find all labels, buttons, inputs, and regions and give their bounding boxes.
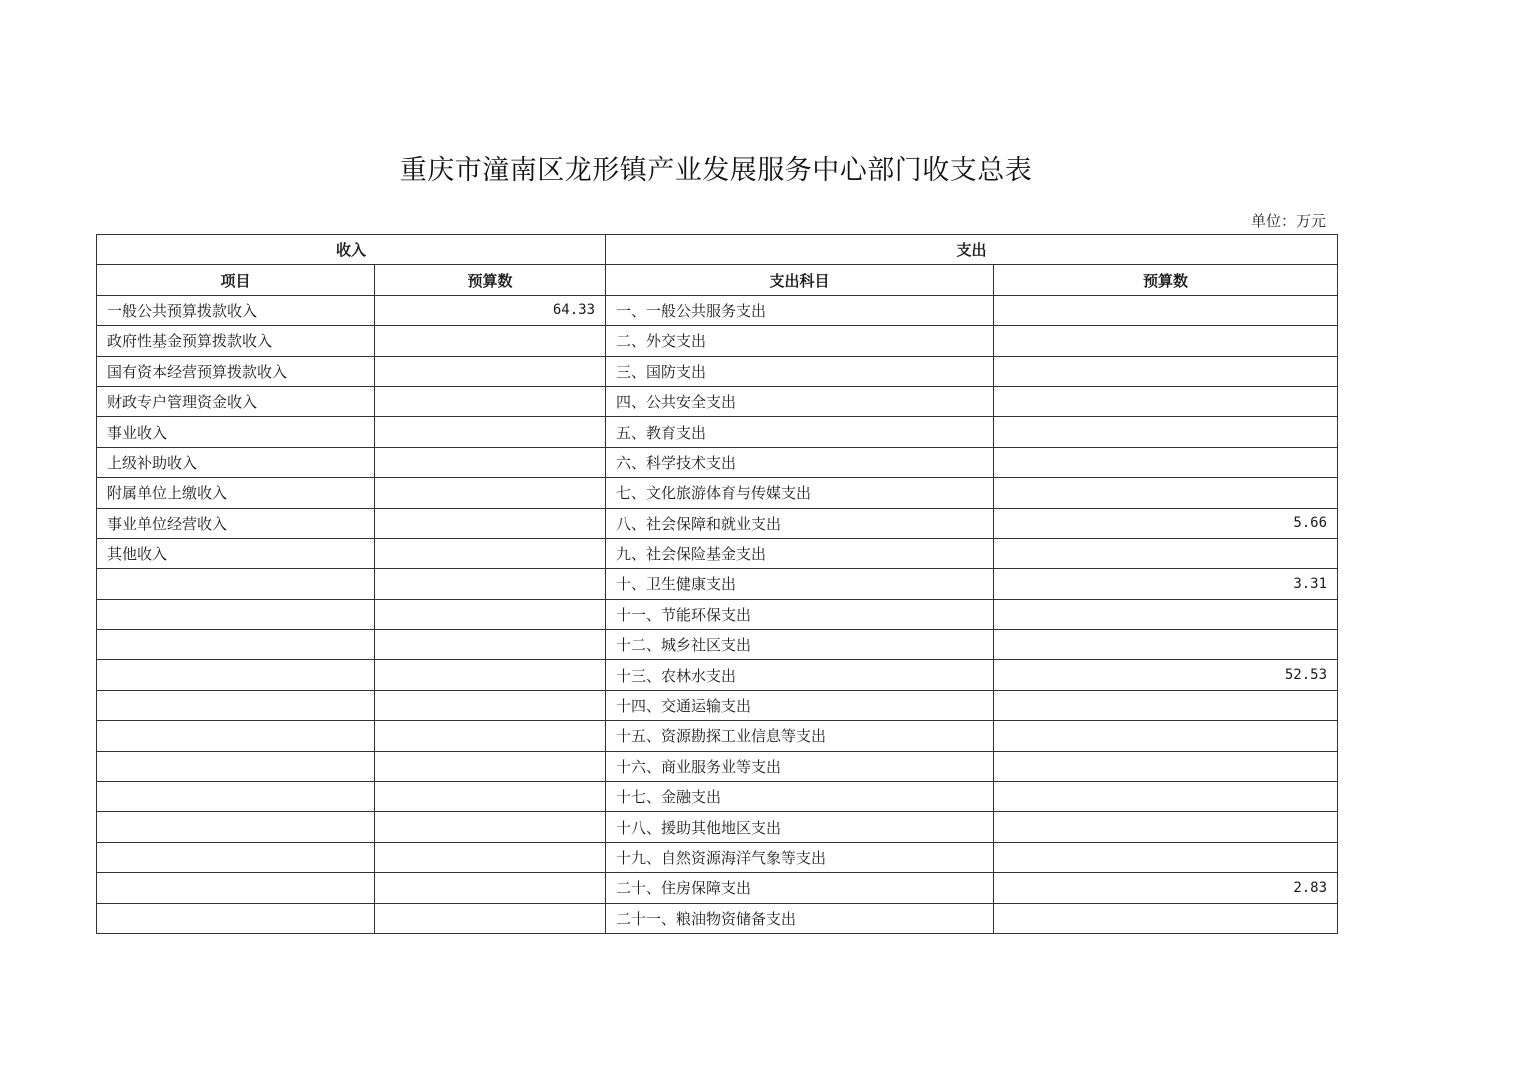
- expense-budget-cell: [994, 326, 1338, 356]
- income-budget-cell: [375, 630, 606, 660]
- expense-budget-cell: [994, 417, 1338, 447]
- table-row: [97, 599, 1338, 629]
- income-budget-cell: [375, 508, 606, 538]
- expense-budget-cell: [994, 842, 1338, 872]
- expense-budget-cell: [994, 386, 1338, 416]
- expense-budget-cell: 3.31: [994, 569, 1338, 599]
- table-row: [97, 660, 1338, 690]
- expense-budget-header: 预算数: [994, 265, 1338, 295]
- income-item-header: 项目: [97, 265, 375, 295]
- table-row: [97, 751, 1338, 781]
- expense-budget-cell: [994, 447, 1338, 477]
- income-item-cell: [97, 751, 375, 781]
- table-body: [97, 295, 1338, 933]
- table-row: [97, 690, 1338, 720]
- income-item-cell: [97, 569, 375, 599]
- income-budget-cell: 64.33: [375, 295, 606, 325]
- expense-item-cell: 十三、农林水支出: [606, 660, 994, 690]
- income-item-cell: 其他收入: [97, 538, 375, 568]
- table-row: [97, 295, 1338, 325]
- income-item-cell: [97, 842, 375, 872]
- income-budget-cell: [375, 569, 606, 599]
- table-row: [97, 842, 1338, 872]
- unit-label: 单位：万元: [1250, 212, 1326, 230]
- expense-budget-cell: [994, 538, 1338, 568]
- income-budget-cell: [375, 812, 606, 842]
- expense-budget-cell: [994, 690, 1338, 720]
- expense-item-cell: 二、外交支出: [606, 326, 994, 356]
- expense-item-cell: 二十、住房保障支出: [606, 873, 994, 903]
- expense-budget-cell: [994, 295, 1338, 325]
- income-budget-cell: [375, 599, 606, 629]
- income-budget-cell: [375, 903, 606, 933]
- income-budget-cell: [375, 538, 606, 568]
- expense-item-cell: 十五、资源勘探工业信息等支出: [606, 721, 994, 751]
- expense-item-cell: 二十一、粮油物资储备支出: [606, 903, 994, 933]
- expense-item-cell: 十七、金融支出: [606, 782, 994, 812]
- table-row: [97, 447, 1338, 477]
- expense-budget-cell: [994, 356, 1338, 386]
- income-item-cell: 财政专户管理资金收入: [97, 386, 375, 416]
- income-item-cell: [97, 903, 375, 933]
- income-item-cell: 国有资本经营预算拨款收入: [97, 356, 375, 386]
- income-group-header: 收入: [97, 235, 606, 265]
- expense-item-cell: 十六、商业服务业等支出: [606, 751, 994, 781]
- expense-budget-cell: [994, 599, 1338, 629]
- income-budget-cell: [375, 326, 606, 356]
- expense-budget-cell: [994, 751, 1338, 781]
- income-budget-header: 预算数: [375, 265, 606, 295]
- expense-budget-cell: 2.83: [994, 873, 1338, 903]
- income-budget-cell: [375, 478, 606, 508]
- expense-item-cell: 十八、援助其他地区支出: [606, 812, 994, 842]
- income-item-cell: 一般公共预算拨款收入: [97, 295, 375, 325]
- expense-budget-cell: [994, 630, 1338, 660]
- table-row: [97, 386, 1338, 416]
- expense-item-cell: 五、教育支出: [606, 417, 994, 447]
- income-budget-cell: [375, 660, 606, 690]
- table-row: [97, 873, 1338, 903]
- table-row: [97, 538, 1338, 568]
- income-item-cell: [97, 660, 375, 690]
- expense-item-header: 支出科目: [606, 265, 994, 295]
- income-item-cell: [97, 721, 375, 751]
- income-budget-cell: [375, 873, 606, 903]
- expense-item-cell: 八、社会保障和就业支出: [606, 508, 994, 538]
- group-header-row: [97, 235, 1338, 265]
- income-item-cell: [97, 812, 375, 842]
- income-item-cell: 事业单位经营收入: [97, 508, 375, 538]
- expense-item-cell: 十二、城乡社区支出: [606, 630, 994, 660]
- expense-item-cell: 十四、交通运输支出: [606, 690, 994, 720]
- expense-budget-cell: 52.53: [994, 660, 1338, 690]
- table-row: [97, 569, 1338, 599]
- income-budget-cell: [375, 417, 606, 447]
- table-row: [97, 326, 1338, 356]
- income-item-cell: 事业收入: [97, 417, 375, 447]
- expense-item-cell: 九、社会保险基金支出: [606, 538, 994, 568]
- income-item-cell: 上级补助收入: [97, 447, 375, 477]
- table-row: [97, 630, 1338, 660]
- expense-item-cell: 十一、节能环保支出: [606, 599, 994, 629]
- income-budget-cell: [375, 842, 606, 872]
- income-item-cell: [97, 873, 375, 903]
- expense-budget-cell: 5.66: [994, 508, 1338, 538]
- table-row: [97, 782, 1338, 812]
- expense-item-cell: 十九、自然资源海洋气象等支出: [606, 842, 994, 872]
- table-row: [97, 356, 1338, 386]
- expense-item-cell: 一、一般公共服务支出: [606, 295, 994, 325]
- income-item-cell: [97, 782, 375, 812]
- expense-item-cell: 七、文化旅游体育与传媒支出: [606, 478, 994, 508]
- income-item-cell: [97, 599, 375, 629]
- expense-group-header: 支出: [606, 235, 1338, 265]
- income-budget-cell: [375, 447, 606, 477]
- expense-budget-cell: [994, 812, 1338, 842]
- budget-summary-table: [96, 234, 1338, 934]
- income-budget-cell: [375, 690, 606, 720]
- expense-item-cell: 六、科学技术支出: [606, 447, 994, 477]
- table-row: [97, 478, 1338, 508]
- income-budget-cell: [375, 386, 606, 416]
- income-budget-cell: [375, 721, 606, 751]
- page-title: 重庆市潼南区龙形镇产业发展服务中心部门收支总表: [399, 155, 1033, 186]
- table-row: [97, 721, 1338, 751]
- table-row: [97, 812, 1338, 842]
- expense-budget-cell: [994, 478, 1338, 508]
- table-row: [97, 508, 1338, 538]
- expense-budget-cell: [994, 903, 1338, 933]
- income-budget-cell: [375, 751, 606, 781]
- expense-item-cell: 十、卫生健康支出: [606, 569, 994, 599]
- income-item-cell: [97, 690, 375, 720]
- income-item-cell: 附属单位上缴收入: [97, 478, 375, 508]
- table-row: [97, 903, 1338, 933]
- table-row: [97, 417, 1338, 447]
- income-budget-cell: [375, 356, 606, 386]
- column-header-row: [97, 265, 1338, 295]
- income-item-cell: [97, 630, 375, 660]
- income-budget-cell: [375, 782, 606, 812]
- expense-budget-cell: [994, 782, 1338, 812]
- expense-budget-cell: [994, 721, 1338, 751]
- expense-item-cell: 四、公共安全支出: [606, 386, 994, 416]
- expense-item-cell: 三、国防支出: [606, 356, 994, 386]
- income-item-cell: 政府性基金预算拨款收入: [97, 326, 375, 356]
